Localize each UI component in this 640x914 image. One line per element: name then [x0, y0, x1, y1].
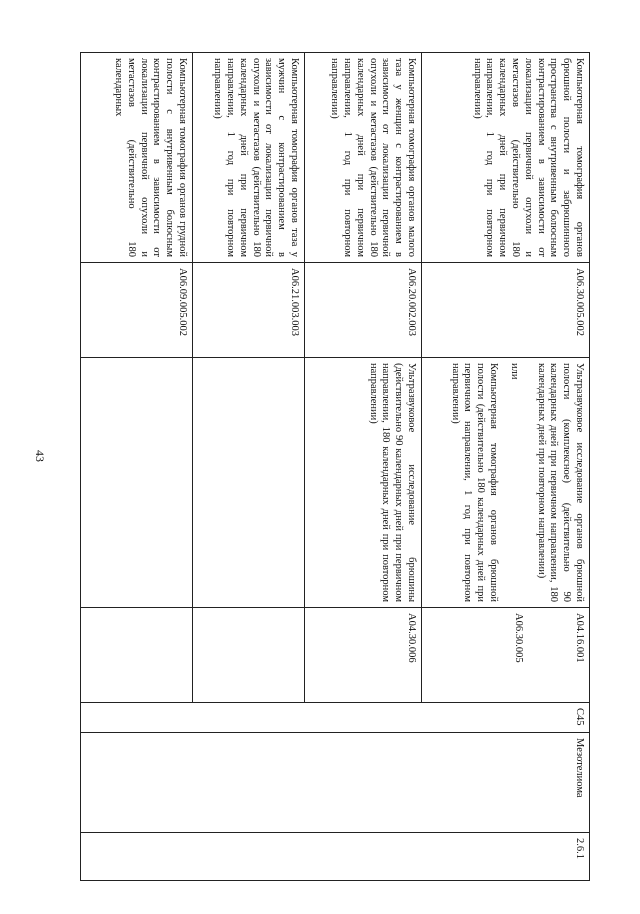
cell-empty	[193, 608, 305, 703]
row-number: 2.6.1	[574, 838, 585, 859]
rotated-table-page	[80, 52, 590, 880]
cell-code-1	[422, 608, 590, 703]
icd-code: C45	[574, 708, 585, 726]
table-row	[422, 53, 590, 881]
service-description: Компьютерная томография органов грудной полости с внутривенным болюсным контрастированием в зависимости от локализации первичной опухоли и метастазов (действительно 180 календарных	[113, 58, 188, 257]
service-description: Компьютерная томография органов брюшной полости (действительно 180 календарных дней при первичном направлении, 1 год при повторном направлении)	[449, 363, 500, 602]
or-label: или	[508, 363, 520, 380]
cell-service-text-1	[304, 358, 421, 608]
service-description: Компьютерная томография органов малого таза у женщин с контрастированием в зависимости от локализации первичной опухоли и метастазов (действительно 180 календарных дней при первичном направлении, 1 год при повторном направлении)	[329, 58, 418, 257]
service-code: A06.20.002.003	[406, 268, 418, 336]
service-description: Ультразвуковое исследование брюшины (действительно 90 календарных дней при первичном направлении, 180 календарных дней при повторном направлении)	[367, 363, 418, 602]
cell-service-text-2	[304, 53, 421, 263]
service-code: A06.30.005	[513, 613, 525, 663]
cell-row-number	[81, 833, 590, 881]
service-code: A04.16.001	[574, 613, 585, 663]
cell-service-text-2	[81, 53, 193, 263]
cell-service-text-1	[422, 358, 590, 608]
service-description: Ультразвуковое исследование органов брюшной полости (комплексное) (действительно 90 календарных дней при первичном направлении, 180 календарных дней при повторном направлении)	[535, 363, 585, 602]
cell-code-2	[422, 263, 590, 358]
page-number: 43	[33, 450, 47, 462]
cell-diagnosis	[81, 733, 590, 833]
service-code: A04.30.006	[406, 613, 418, 663]
cell-icd	[81, 703, 590, 733]
cell-service-text-2	[193, 53, 305, 263]
cell-empty	[81, 608, 193, 703]
cell-service-text-2	[422, 53, 590, 263]
cell-code-2	[193, 263, 305, 358]
diagnosis-name: Мезотелиома	[574, 738, 585, 798]
cell-empty	[193, 358, 305, 608]
service-code: A06.21.003.003	[288, 268, 300, 336]
service-code: A06.30.005.002	[574, 268, 585, 336]
cell-code-2	[81, 263, 193, 358]
service-code: A06.09.005.002	[177, 268, 188, 336]
cell-empty	[81, 358, 193, 608]
service-description: Компьютерная томография органов брюшной полости и забрюшинного пространства с внутривенным болюсным контрастированием в зависимости от локализации первичной опухоли и метастазов (действительно 180 календарных дней при первичном направлении, 1 год при повторном направлении)	[471, 58, 585, 257]
services-table	[80, 52, 590, 881]
cell-code-1	[304, 608, 421, 703]
cell-code-2	[304, 263, 421, 358]
service-description: Компьютерная томография органов таза у мужчин с контрастированием в зависимости от локализации первичной опухоли и метастазов (действительно 180 календарных дней при первичном направлении, 1 год при повторном направлении)	[212, 58, 300, 257]
